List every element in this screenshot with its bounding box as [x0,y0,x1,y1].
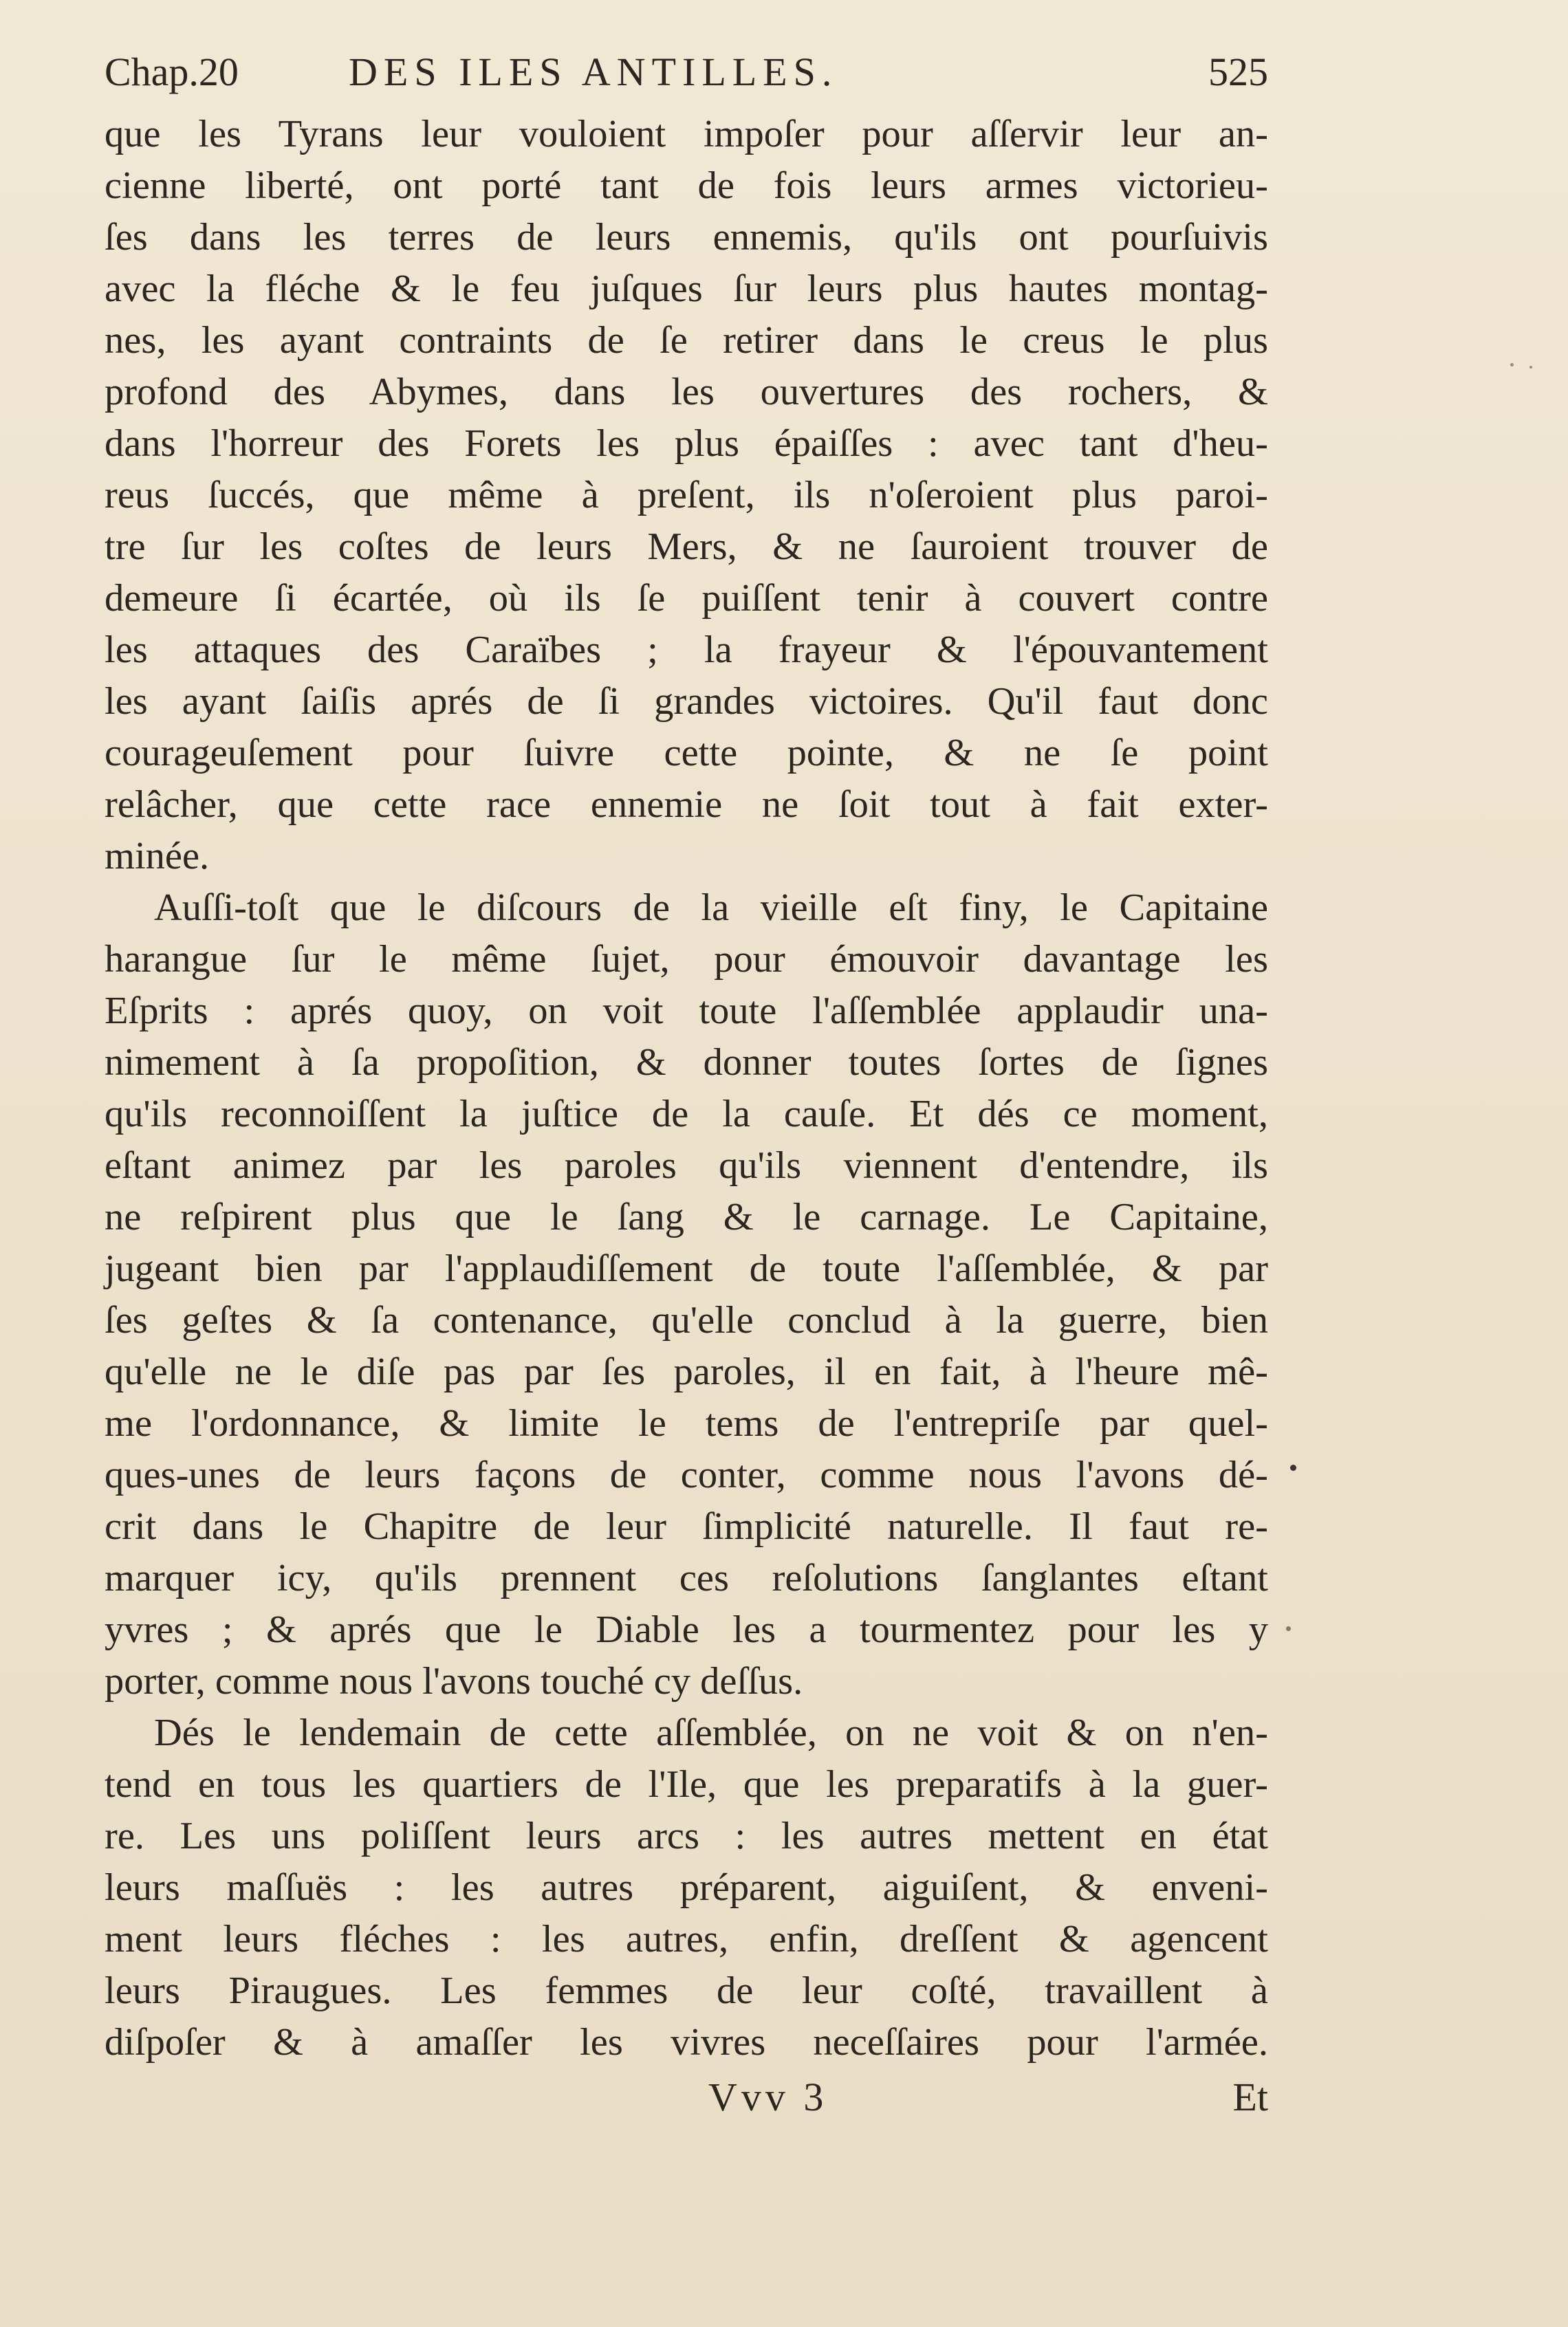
text-line: courageuſement pour ſuivre cette pointe, & ne ſe point [105,732,1268,774]
text-line: nimement à ſa propoſition, & donner toutes ſortes de ſignes [105,1041,1268,1084]
text-line: qu'ils reconnoiſſent la juſtice de la cauſe. Et dés ce moment, [105,1093,1268,1135]
text-line: crit dans le Chapitre de leur ſimplicité naturelle. Il faut re- [105,1505,1268,1548]
text-line: yvres ; & aprés que le Diable les a tourmentez pour les y [105,1608,1268,1651]
page-footer [105,2070,1268,2125]
ink-speck [1529,366,1532,369]
ink-speck [1290,1465,1296,1471]
text-line: les attaques des Caraïbes ; la frayeur & l'épouvantement [105,629,1268,671]
text-line: que les Tyrans leur vouloient impoſer pour aſſervir leur an- [105,113,1268,155]
text-line: jugeant bien par l'applaudiſſement de toute l'aſſemblée, & par [105,1247,1268,1290]
text-line: harangue ſur le même ſujet, pour émouvoir davantage les [105,938,1268,981]
text-line: les ayant ſaiſis aprés de ſi grandes victoires. Qu'il faut donc [105,680,1268,723]
text-line: nes, les ayant contraints de ſe retirer dans le creus le plus [105,319,1268,362]
running-title: DES ILES ANTILLES. [349,50,838,94]
text-line: ne reſpirent plus que le ſang & le carnage. Le Capitaine, [105,1196,1268,1238]
text-line: Dés le lendemain de cette aſſemblée, on ne voit & on n'en- [154,1712,1268,1754]
text-line: diſpoſer & à amaſſer les vivres neceſſaires pour l'armée. [105,2021,1268,2064]
text-line: leurs maſſuës : les autres préparent, aiguiſent, & enveni- [105,1866,1268,1909]
text-line: demeure ſi écartée, où ils ſe puiſſent tenir à couvert contre [105,577,1268,620]
text-line: ſes dans les terres de leurs ennemis, qu'ils ont pourſuivis [105,216,1268,259]
text-line: minée. [105,835,210,877]
text-line: avec la fléche & le feu juſques ſur leurs plus hautes montag- [105,267,1268,310]
text-line: cienne liberté, ont porté tant de fois leurs armes victorieu- [105,164,1268,207]
running-header [105,41,1268,103]
signature-mark: Vvv 3 [708,2075,828,2119]
text-line: re. Les uns poliſſent leurs arcs : les autres mettent en état [105,1815,1268,1857]
text-line: tre ſur les coſtes de leurs Mers, & ne ſauroient trouver de [105,525,1268,568]
text-line: Auſſi-toſt que le diſcours de la vieille eſt finy, le Capitaine [154,886,1268,929]
text-line: tend en tous les quartiers de l'Ile, que les preparatifs à la guer- [105,1763,1268,1806]
text-line: me l'ordonnance, & limite le tems de l'entrepriſe par quel- [105,1402,1268,1445]
text-line: dans l'horreur des Forets les plus épaiſſes : avec tant d'heu- [105,422,1268,465]
text-line: qu'elle ne le diſe pas par ſes paroles, il en fait, à l'heure mê- [105,1351,1268,1393]
text-line: reus ſuccés, que même à preſent, ils n'oſeroient plus paroi- [105,474,1268,516]
text-line: ment leurs fléches : les autres, enfin, dreſſent & agencent [105,1918,1268,1960]
text-line: leurs Piraugues. Les femmes de leur coſté, travaillent à [105,1969,1268,2012]
ink-speck [1510,363,1514,367]
text-line: marquer icy, qu'ils prennent ces reſolutions ſanglantes eſtant [105,1557,1268,1599]
text-line: relâcher, que cette race ennemie ne ſoit tout à fait exter- [105,783,1268,826]
text-line: porter, comme nous l'avons touché cy deſſus. [105,1660,803,1703]
text-line: eſtant animez par les paroles qu'ils viennent d'entendre, ils [105,1144,1268,1187]
chapter-label: Chap.20 [105,50,239,94]
page-number: 525 [1208,50,1268,94]
main-text [105,109,1268,2068]
text-line: ques-unes de leurs façons de conter, comme nous l'avons dé- [105,1454,1268,1496]
text-line: ſes geſtes & ſa contenance, qu'elle conclud à la guerre, bien [105,1299,1268,1342]
ink-speck [1286,1626,1291,1631]
catchword: Et [1232,2075,1268,2119]
text-line: Eſprits : aprés quoy, on voit toute l'aſſemblée applaudir una- [105,990,1268,1032]
text-line: profond des Abymes, dans les ouvertures des rochers, & [105,371,1268,413]
